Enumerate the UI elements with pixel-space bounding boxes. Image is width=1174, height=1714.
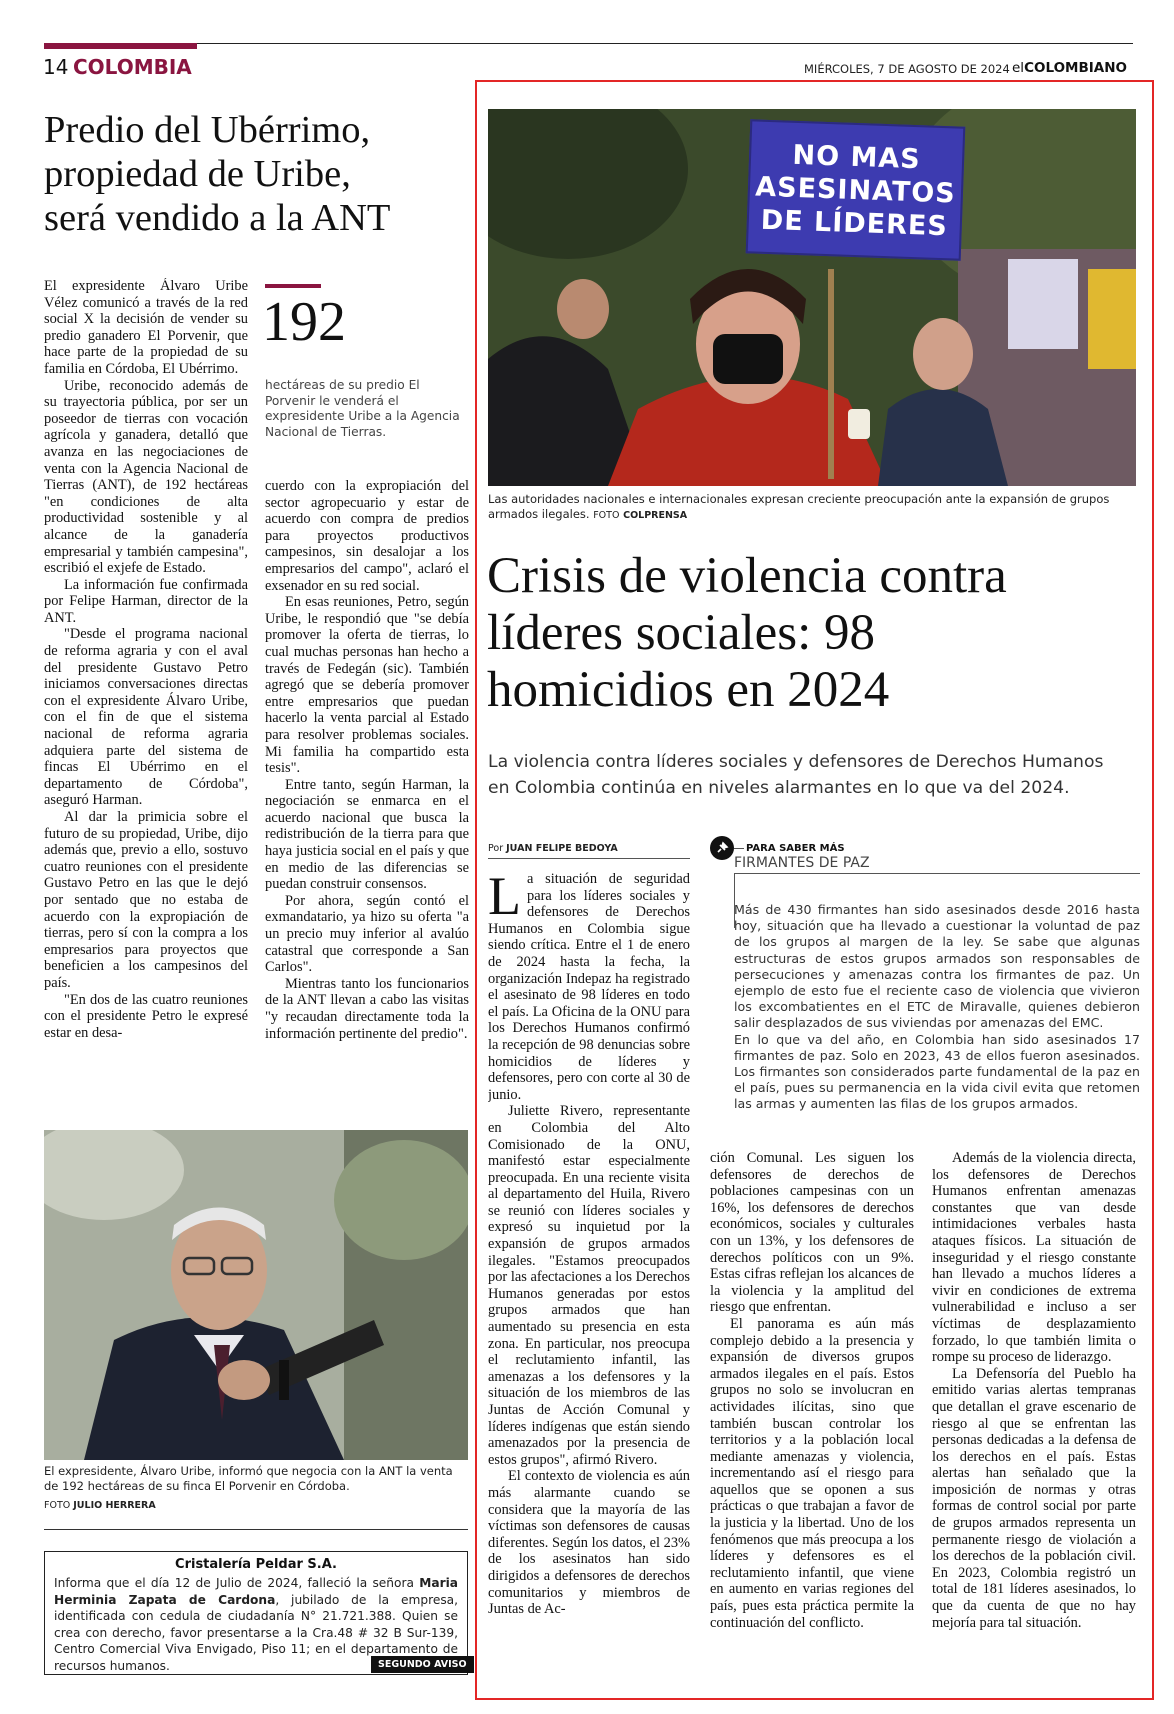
- left-article-col1: [44, 278, 248, 1098]
- paragraph: El panorama es aún más complejo debido a la presencia y expansión de diversos grupos armados ilegales en el país. Estos grupos no solo se involucran en actividades ilícitas, sino que también buscan controlar los territorios y a la población local mediante amenazas y violencia, incrementando así el riesgo para aquellos que se oponen a sus prácticas o que trabajan a favor de la justicia y la libertad. Uno de los fenómenos que más preocupa a los líderes y defensores es el reclutamiento infantil, que viene en aumento en varias regiones del país, pues esta práctica permite la continuación del conflicto.: [710, 1315, 914, 1631]
- sidebar-paragraph: En lo que va del año, en Colombia han sido asesinados 17 firmantes de paz. Solo en 2023, 43 de ellos fueron asesinados. Los firmantes son considerados parte fundamental de la paz en el país, pues su permanencia en la vida civil evita que retomen las armas y aumenten las filas de los grupos armados.: [734, 1031, 1140, 1112]
- sidebar-rule: [734, 848, 744, 849]
- uribe-photo-credit: FOTO JULIO HERRERA: [44, 1500, 156, 1511]
- paragraph: Mientras tanto los funcionarios de la ANT llevan a cabo las visitas "y recaudan directamente toda la información pertinente del predio".: [265, 975, 469, 1042]
- paragraph: El contexto de violencia es aún más alarmante cuando se considera que la mayoría de las víctimas son defensores de causas diferentes. Según los datos, el 23% de los asesinatos han sido dirigidos a defensores de derechos comunitarios y miembros de Juntas de Ac-: [488, 1468, 690, 1618]
- sign-line: NO MAS: [792, 139, 922, 175]
- sidebar-label: PARA SABER MÁS: [746, 843, 845, 854]
- notice-tag: SEGUNDO AVISO: [371, 1656, 474, 1673]
- left-article-col2: [265, 478, 469, 1098]
- protest-photo: [488, 109, 1136, 486]
- paragraph: Además de la violencia directa, los defensores de Derechos Humanos enfrentan amenazas constantes que van desde intimidaciones verbales hasta ataques físicos. La situación de inseguridad y el riesgo constante han llevado a muchos líderes a vivir en condiciones de extrema vulnerabilidad e incluso a ser víctimas de desplazamiento forzado, lo que también limita o rompe su proceso de liderazgo.: [932, 1150, 1136, 1366]
- issue-date: MIÉRCOLES, 7 DE AGOSTO DE 2024: [804, 62, 1010, 76]
- paragraph: Uribe, reconocido además de su trayectoria pública, por ser un poseedor de tierras con vocación agrícola y ganadera, detalló que avanza en las negociaciones de venta con la Agencia Nacional de Tierras (ANT), de 192 hectáreas "en condiciones de alta productividad sostenible y al alcance de la ganadería empresarial y también campesina", escribió el exjefe de Estado.: [44, 377, 248, 577]
- paragraph: En esas reuniones, Petro, según Uribe, le respondió que "se debía promover la oferta de tierras, lo cual muchas personas han hecho a través de Fedegán (sic). También agregó que se debería promover entre empresarios que puedan hacerlo la venta parcial al Estado para resolver problemas sociales. Mi familia ha compartido esta tesis".: [265, 594, 469, 777]
- main-deck: La violencia contra líderes sociales y defensores de Derechos Humanos en Colombia continúa en niveles alarmantes en lo que va del 2024.: [488, 752, 1104, 798]
- sidebar-box: [710, 836, 1140, 1120]
- paragraph: Entre tanto, según Harman, la negociación se enmarca en el acuerdo nacional que busca la redistribución de la tierra para que haya justicia social en el país y que en medio de las diferencias se puedan construir consensos.: [265, 776, 469, 893]
- paragraph: cuerdo con la expropiación del sector agropecuario y estar de acuerdo con compra de predios para proyectos productivos campesinos, sin desalojar a los empresarios del campo", aclaró el exsenador en su red social.: [265, 478, 469, 594]
- left-bottom-rule: [44, 1529, 468, 1530]
- brand-logo: elCOLOMBIANO: [1012, 60, 1128, 76]
- protest-photo-caption: Las autoridades nacionales e internacionales expresan creciente preocupación ante la expansión de grupos armados ilegales. FOTO COLPRENSA: [488, 492, 1110, 521]
- stat-accent-rule: [265, 284, 321, 288]
- main-article-col1: [488, 871, 690, 1676]
- paragraph: La Defensoría del Pueblo ha emitido varias alertas tempranas que detallan el grave escenario de riesgo al que se enfrentan las personas dedicadas a la defensa de los derechos en el país. Estas alertas han señalado que la imposición de normas y otras formas de control social por parte de grupos armados representa un permanente riesgo de violación a los derechos de la población civil. En 2023, Colombia registró un total de 181 líderes asesinados, lo que da cuenta de que no hay mejoría para tal situación.: [932, 1365, 1136, 1631]
- page-number: 14: [43, 55, 69, 79]
- paragraph: El expresidente Álvaro Uribe Vélez comunicó a través de la red social X la decisión de vender su predio ganadero El Porvenir, que hace parte de la propiedad de su familia en Córdoba, El Ubérrimo.: [44, 278, 248, 377]
- paragraph: ción Comunal. Les siguen los defensores de derechos de poblaciones campesinas con un 16%, los defensores de derechos económicos, sociales y culturales con un 13%, y los defensores de derechos políticos con un 9%. Estas cifras reflejan los alcances de la violencia y la amplitud del riesgo que enfrentan.: [710, 1150, 914, 1316]
- section-accent-bar: [44, 43, 197, 49]
- sidebar-body: [734, 902, 1140, 1113]
- sidebar-paragraph: Más de 430 firmantes han sido asesinados desde 2016 hasta hoy, situación que ha llevado a cuestionar la voluntad de paz de los grupos al margen de la ley. Se sabe que algunas estructuras de estos grupos armados son responsables de persecuciones y amenazas contra los firmantes de paz. Un ejemplo de esto fue el reciente caso de violencia que vivieron los excombatientes en el ETC de Miravalle, quienes debieron salir desplazados de sus viviendas por amenazas del EMC.: [734, 902, 1140, 1031]
- paragraph: Al dar la primicia sobre el futuro de su propiedad, Uribe, dijo además que, previo a ello, sostuvo cuatro reuniones con el presidente Gustavo Petro en las que le dejó por sentado que no estaba de acuerdo con la expropiación de tierras, pero sí con la compra a los empresarios para proyectos que beneficien a los campesinos del país.: [44, 809, 248, 991]
- left-headline: Predio del Ubérrimo, propiedad de Uribe, será vendido a la ANT: [44, 109, 391, 239]
- uribe-photo: [44, 1130, 468, 1460]
- main-headline: Crisis de violencia contra líderes sociales: 98 homicidios en 2024: [487, 548, 1007, 718]
- stat-description: hectáreas de su predio El Porvenir le venderá el expresidente Uribe a la Agencia Nacional de Tierras.: [265, 378, 460, 439]
- notice-title: Cristalería Peldar S.A.: [175, 1557, 337, 1572]
- paragraph: La situación de seguridad para los líderes sociales y defensores de Derechos Humanos en Colombia sigue siendo crítica. Entre el 1 de enero de 2024 hasta la fecha, la organización Indepaz ha registrado el asesinato de 98 líderes en todo el país. La Oficina de la ONU para los Derechos Humanos confirmó la recepción de 98 denuncias sobre homicidios de líderes y defensores, pero con corte al 30 de junio.: [488, 871, 690, 1103]
- protest-sign: [746, 119, 966, 260]
- paragraph: La información fue confirmada por Felipe Harman, director de la ANT.: [44, 576, 248, 626]
- paragraph: Juliette Rivero, representante en Colombia del Alto Comisionado de la ONU, manifestó estar especialmente preocupada. En una reciente visita al departamento del Huila, Rivero se reunió con líderes sociales y expresó su inquietud por la expansión de grupos armados ilegales. "Estamos preocupados por las afectaciones a los Derechos Humanos generadas por estos grupos armados que han aumentado su presencia en esta zona. En particular, nos preocupa el reclutamiento infantil, las amenazas a los defensores y la situación de los miembros de las Juntas de Acción Comunal y líderes indígenas que están siendo amenazados por la presencia de estos grupos", afirmó Rivero.: [488, 1103, 690, 1468]
- uribe-photo-caption: El expresidente, Álvaro Uribe, informó que negocia con la ANT la venta de 192 hectáreas de su finca El Porvenir en Córdoba.: [44, 1464, 453, 1493]
- section-name: COLOMBIA: [73, 55, 192, 79]
- paragraph: "Desde el programa nacional de reforma agraria y con el aval del presidente Gustavo Petro iniciamos conversaciones directas con el expresidente Álvaro Uribe, con el fin de que el sistema nacional de reforma agraria adquiera parte del sistema de fincas El Ubérrimo en el departamento de Córdoba", aseguró Harman.: [44, 626, 248, 809]
- byline-rule: [488, 858, 690, 859]
- pin-icon: [710, 836, 734, 860]
- paragraph: Por ahora, según contó el exmandatario, ya hizo su oferta "a un precio muy inferior al avalúo catastral que corresponde a San Carlos".: [265, 892, 469, 976]
- sign-line: ASESINATOS: [754, 171, 957, 209]
- sidebar-title: FIRMANTES DE PAZ: [734, 855, 870, 871]
- byline: Por JUAN FELIPE BEDOYA: [488, 843, 618, 854]
- sign-line: DE LÍDERES: [760, 204, 949, 242]
- dropcap: L: [488, 871, 521, 926]
- uribe-photo-illustration: [44, 1130, 468, 1460]
- stat-number: 192: [262, 291, 346, 353]
- paragraph: "En dos de las cuatro reuniones con el presidente Petro le expresé estar en desa-: [44, 991, 248, 1041]
- top-rule: [44, 43, 1133, 44]
- main-article-col3: [932, 1150, 1136, 1675]
- sidebar-title-rule: [734, 873, 1140, 874]
- main-article-col2: [710, 1150, 914, 1675]
- notice-text: Informa que el día 12 de Julio de 2024, falleció la señora Maria Herminia Zapata de Cardona, jubilado de la empresa, identificada con cedula de ciudadanía N° 21.721.388. Quien se crea con derecho, favor presentarse a la Cra.48 # 32 B Sur-139, Centro Comercial Viva Envigado, Piso 11; en el departamento de recursos humanos.: [54, 1576, 459, 1673]
